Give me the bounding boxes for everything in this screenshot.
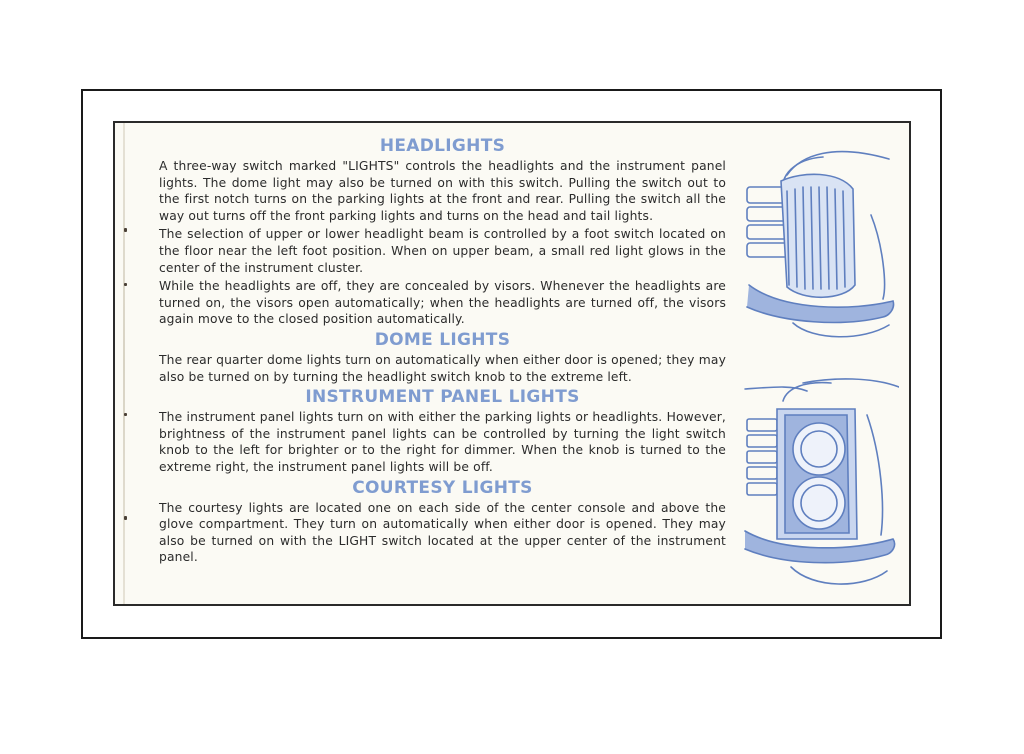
manual-page <box>113 121 911 606</box>
section-heading: HEADLIGHTS <box>379 136 506 156</box>
staple-mark <box>124 413 127 416</box>
page-fold <box>123 123 125 604</box>
headlight-open-illustration <box>743 375 899 597</box>
paragraph: While the headlights are off, they are concealed by visors. Whenever the headlights are turned on, the visors open automatically; when the headlights are turned off, the visors again move to the closed position automatically. <box>159 279 726 327</box>
staple-mark <box>124 228 127 232</box>
paragraph: The rear quarter dome lights turn on automatically when either door is opened; they may also be turned on by turning the headlight switch knob to the extreme left. <box>159 352 726 384</box>
section-courtesy-lights <box>159 478 726 566</box>
section-headlights <box>159 136 726 328</box>
section-heading: DOME LIGHTS <box>374 329 511 350</box>
section-instrument-panel-lights <box>159 387 726 475</box>
text-column <box>159 134 726 568</box>
staple-mark <box>124 516 127 520</box>
paragraph: The selection of upper or lower headlight beam is controlled by a foot switch located on the floor near the left foot position. When on upper beam, a small red light glows in the center of the instrument cluster. <box>159 227 726 275</box>
section-heading: INSTRUMENT PANEL LIGHTS <box>305 387 580 408</box>
paragraph: A three-way switch marked "LIGHTS" controls the headlights and the instrument panel lights. The dome light may also be turned on with this switch. Pulling the switch out to the first notch turns on the parking lights at the front and rear. Pulling the switch all the way out turns off the front parking lights and turns on the head and tail lights. <box>159 159 726 223</box>
headlight-closed-illustration <box>743 135 899 345</box>
staple-mark <box>124 283 127 286</box>
section-heading: COURTESY LIGHTS <box>352 477 533 498</box>
section-dome-lights <box>159 330 726 385</box>
paragraph: The instrument panel lights turn on with either the parking lights or headlights. However, brightness of the instrument panel lights can be controlled by turning the light switch knob to the left for brighter or to the right for dimmer. When the knob is turned to the extreme right, the instrument panel lights will be off. <box>159 410 726 474</box>
paragraph: The courtesy lights are located one on each side of the center console and above the glove compartment. They turn on automatically when either door is opened. They may also be turned on with the LIGHT switch located at the upper center of the instrument panel. <box>159 500 726 565</box>
